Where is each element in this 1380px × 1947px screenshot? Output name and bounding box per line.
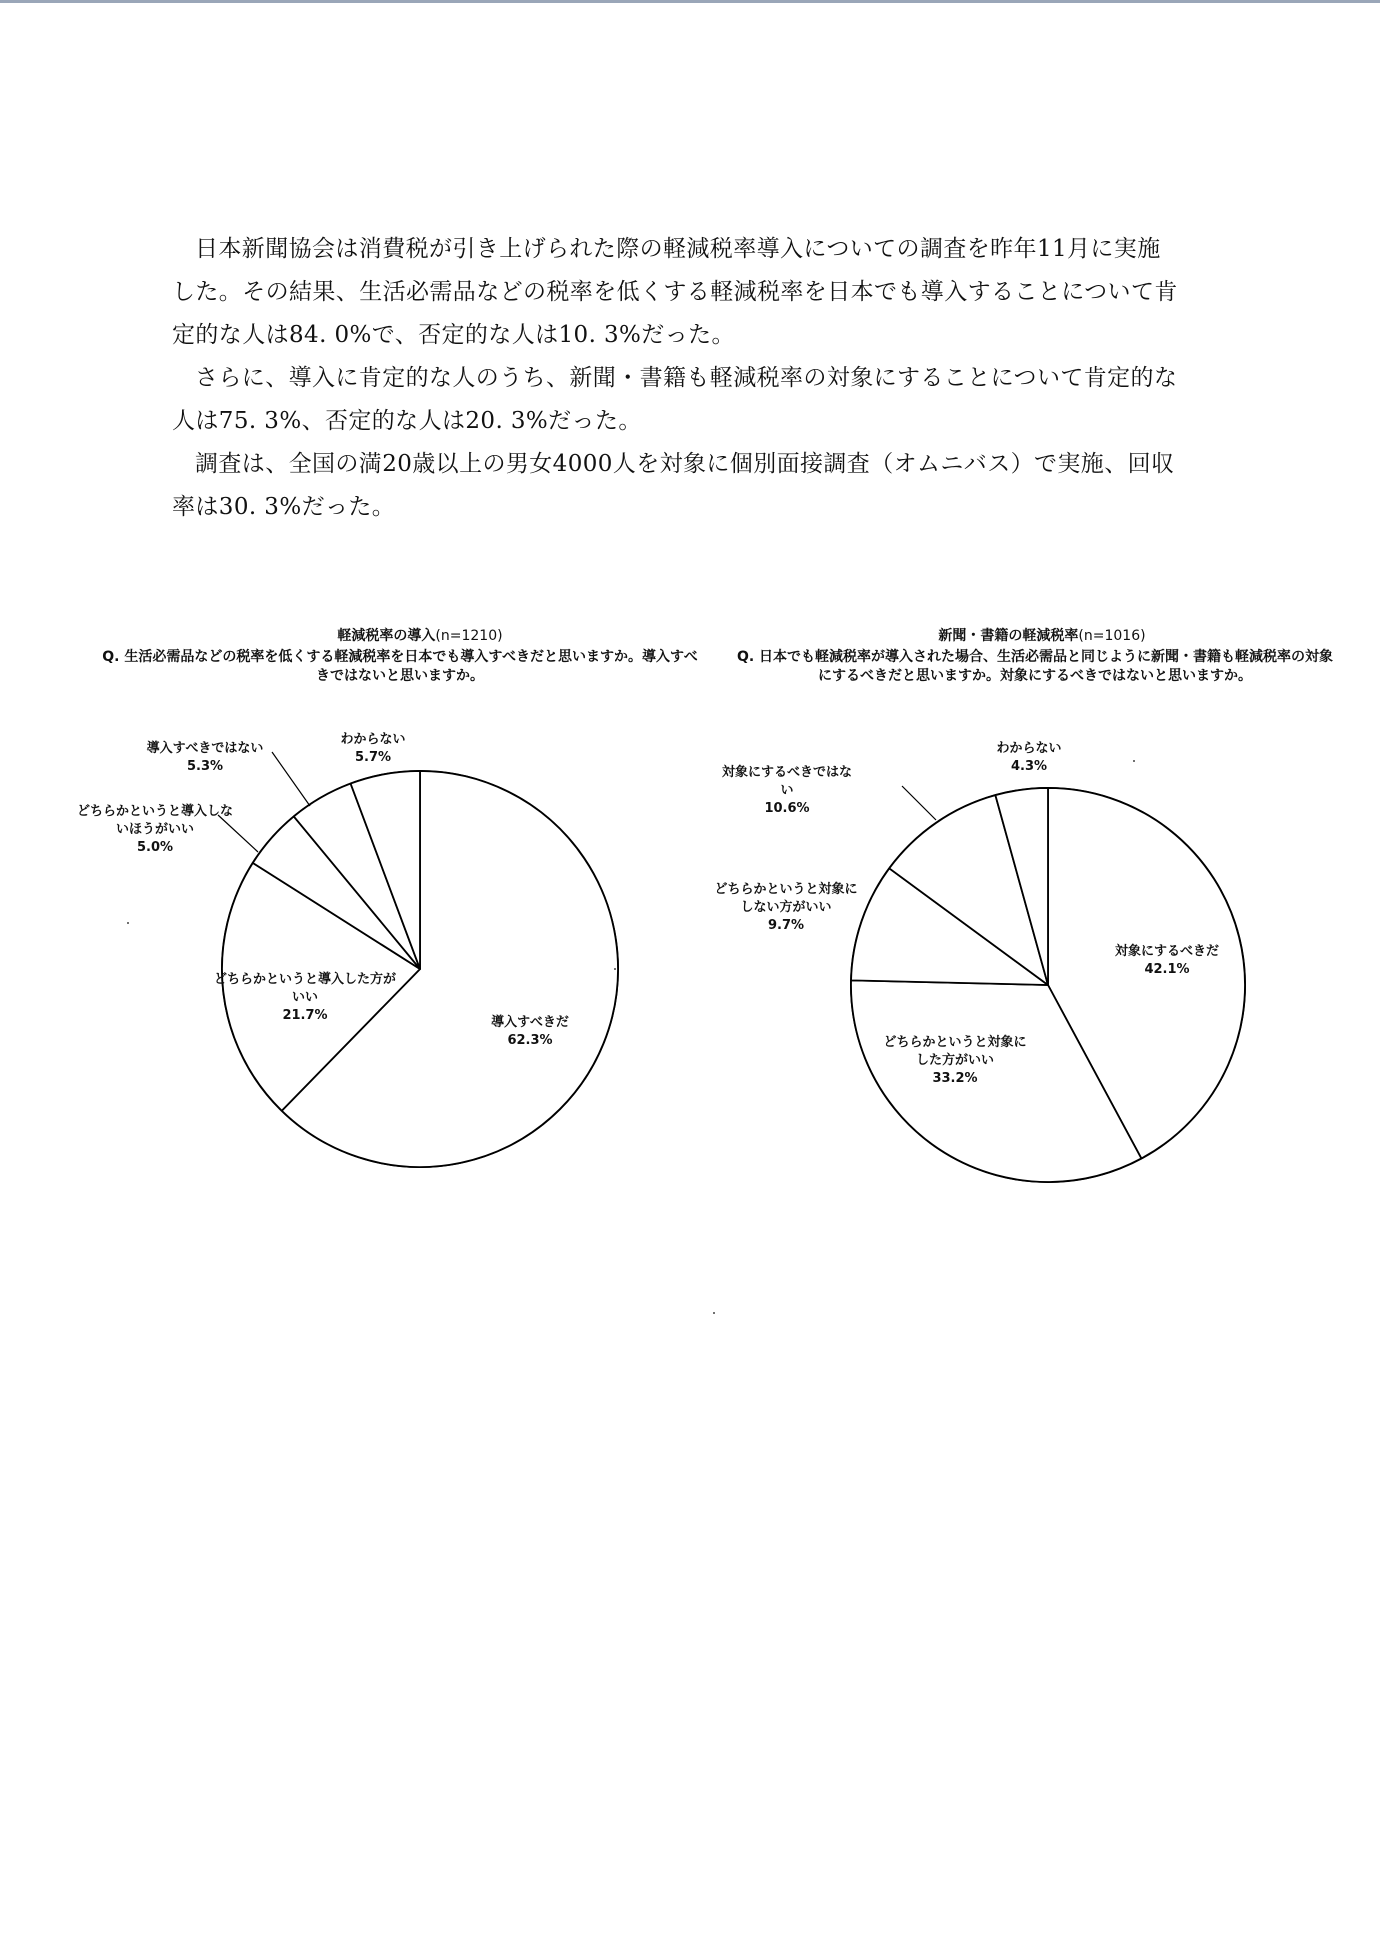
slice-label [1115,943,1219,959]
slice-label-line: 対象にするべきではな [721,765,853,780]
slice-value-label: 10.6% [764,801,810,816]
article-paragraph-2: さらに、導入に肯定的な人のうち、新聞・書籍も軽減税率の対象にすることについて肯定的な人は75. 3%、否定的な人は20. 3%だった。 [172,365,1178,434]
slice-value-label: 21.7% [282,1008,328,1023]
slice-label [147,740,264,756]
slice-label-line: しない方がいい [740,900,832,915]
slice-label-line: いい [291,990,319,1005]
pie-chart-2 [714,741,1245,1182]
pie-chart-1 [77,732,618,1167]
slice-label-line: どちらかというと導入しな [76,804,234,819]
slice-label-line: 導入すべきだ [491,1015,569,1030]
slice-value-label: 5.0% [136,840,174,855]
slice-value-label: 4.3% [1010,759,1048,774]
slice-label-line: どちらかというと対象に [883,1035,1027,1050]
slice-value-label: 5.7% [354,750,392,765]
slice-value-label: 42.1% [1144,962,1190,977]
slice-label-line: いほうがいい [115,822,195,837]
slice-label [77,803,233,837]
slice-label [491,1014,569,1030]
slice-label [340,732,405,747]
slice-label [714,881,857,915]
slice-label-line: どちらかというと導入した方が [213,972,397,987]
slice-label [722,764,852,798]
slice-label-line: わからない [996,741,1062,756]
scan-speck [127,922,129,924]
scan-speck [713,1312,715,1314]
scan-speck [1133,760,1135,762]
slice-value-label: 5.3% [186,759,224,774]
chart1-n-label: (n=1210) [435,628,503,644]
slice-label-line: 導入すべきではない [146,741,264,756]
slice-label [996,741,1061,756]
leader-line [902,786,936,820]
slice-label-line: わからない [340,732,406,747]
leader-line [272,752,310,806]
scan-speck [614,968,616,970]
article-paragraph-1: 日本新聞協会は消費税が引き上げられた際の軽減税率導入についての調査を昨年11月に実施した。その結果、生活必需品などの税率を低くする軽減税率を日本でも導入することについて肯定的な人は84. 0%で、否定的な人は10. 3%だった。 [172,236,1178,348]
chart2-n-label: (n=1016) [1078,628,1146,644]
slice-label-line: どちらかというと対象に [714,882,858,897]
chart2-title-text: 新聞・書籍の軽減税率 [938,628,1079,644]
chart1-question: Q. 生活必需品などの税率を低くする軽減税率を日本でも導入すべきだと思いますか。導入すべきではないと思いますか。 [102,649,698,684]
slice-label-line: い [780,783,794,798]
slice-value-label: 33.2% [932,1071,978,1086]
chart2-question: Q. 日本でも軽減税率が導入された場合、生活必需品と同じように新聞・書籍も軽減税率の対象にするべきだと思いますか。対象にするべきではないと思いますか。 [736,649,1334,684]
slice-value-label: 62.3% [507,1033,553,1048]
leader-line [218,815,258,852]
slice-value-label: 9.7% [767,918,805,933]
slice-label-line: 対象にするべきだ [1114,944,1220,959]
slice-label-line: した方がいい [915,1053,995,1068]
article-paragraph-3: 調査は、全国の満20歳以上の男女4000人を対象に個別面接調査（オムニバス）で実施、回収率は30. 3%だった。 [172,451,1175,520]
chart1-title-text: 軽減税率の導入 [337,628,436,644]
